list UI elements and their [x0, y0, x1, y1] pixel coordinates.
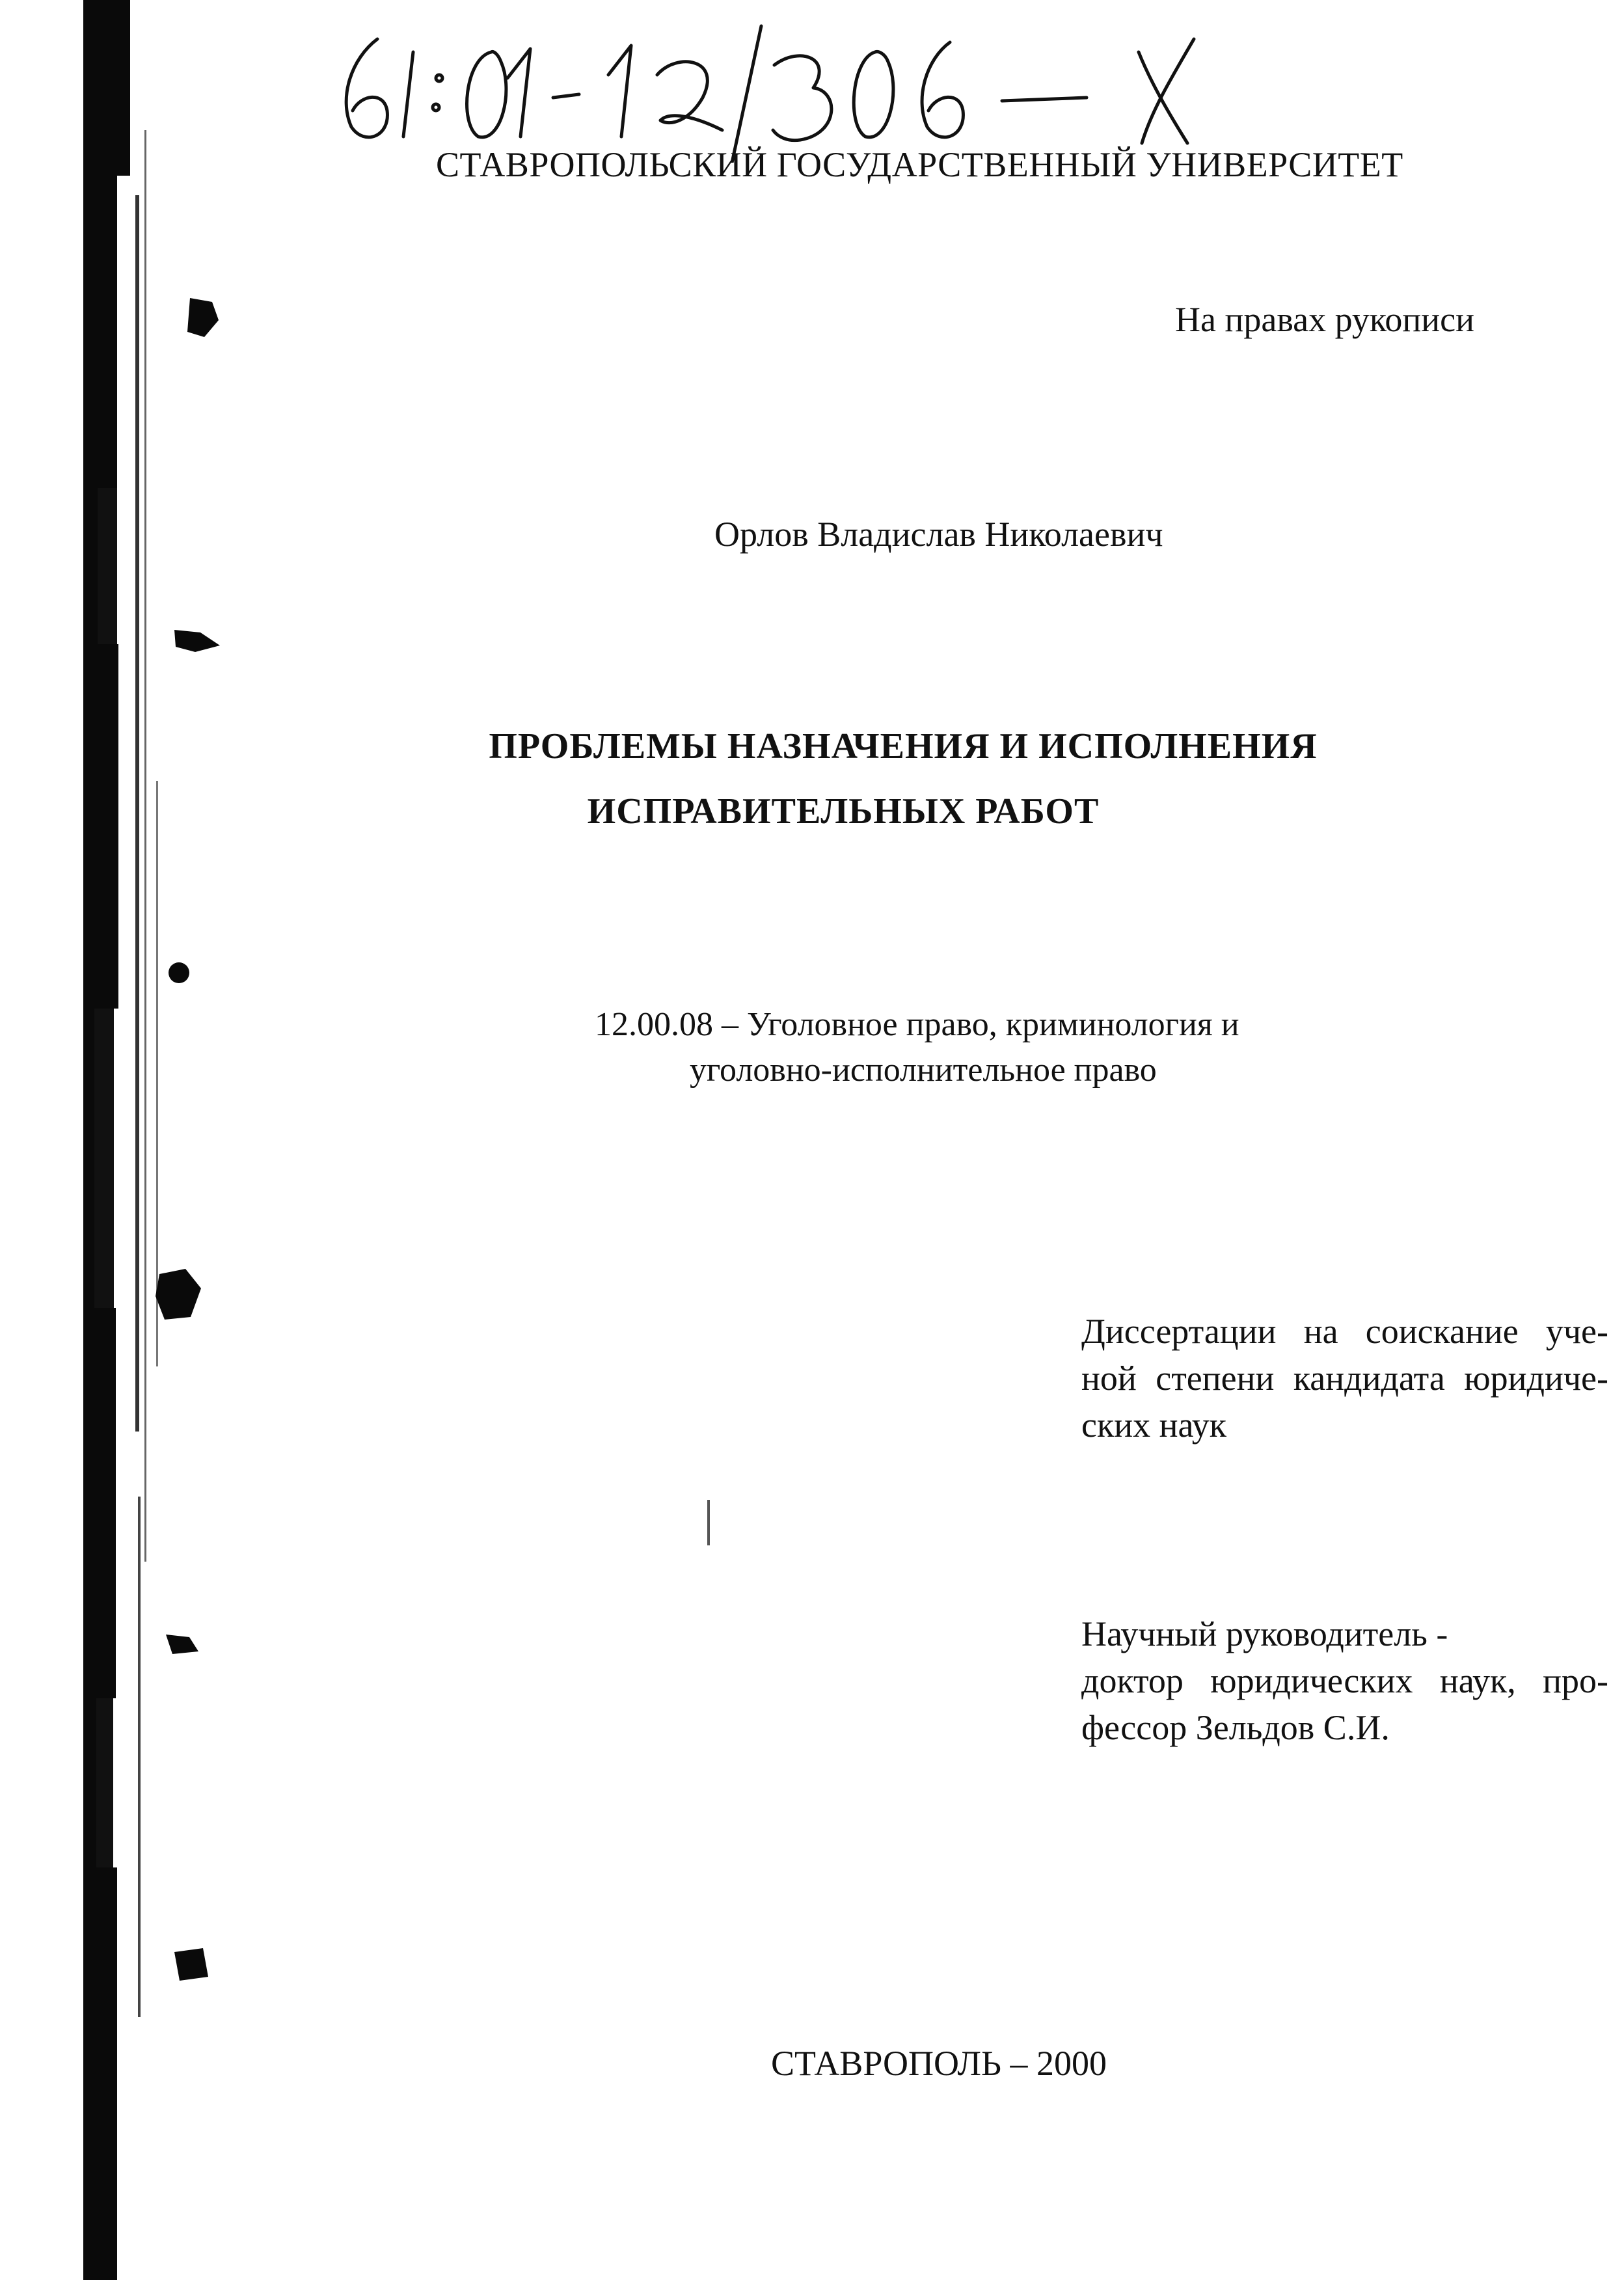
dissertation-word: кандидата [1293, 1359, 1445, 1398]
dissertation-line-3: ских наук [1081, 1405, 1226, 1445]
rights-note: На правах рукописи [1175, 300, 1475, 339]
dissertation-word: уче- [1545, 1312, 1608, 1351]
dissertation-word: соискание [1365, 1312, 1519, 1351]
city-year: СТАВРОПОЛЬ – 2000 [771, 2044, 1107, 2083]
advisor-word: юридических [1210, 1661, 1413, 1700]
scanned-binding-edge [0, 0, 234, 2280]
advisor-line-3: фессор Зельдов С.И. [1081, 1708, 1390, 1747]
scientific-advisor [1081, 1610, 1608, 1751]
author-name: Орлов Владислав Николаевич [714, 515, 1163, 554]
stray-scan-mark [707, 1500, 710, 1545]
dissertation-word: ной [1081, 1359, 1137, 1398]
handwritten-catalogue-number [306, 13, 1360, 163]
dissertation-word: на [1303, 1312, 1338, 1351]
university-name: СТАВРОПОЛЬСКИЙ ГОСУДАРСТВЕННЫЙ УНИВЕРСИТЕТ [436, 145, 1403, 184]
advisor-line-2 [1081, 1657, 1608, 1704]
advisor-word: наук, [1439, 1661, 1516, 1700]
dissertation-word: юридиче- [1464, 1359, 1608, 1398]
dissertation-word: Диссертации [1081, 1312, 1277, 1351]
advisor-word: доктор [1081, 1661, 1184, 1700]
dissertation-line-2 [1081, 1355, 1608, 1402]
dissertation-line-1 [1081, 1308, 1608, 1355]
thesis-title-line-2: ИСПРАВИТЕЛЬНЫХ РАБОТ [587, 791, 1100, 832]
thesis-title-line-1: ПРОБЛЕМЫ НАЗНАЧЕНИЯ И ИСПОЛНЕНИЯ [489, 726, 1318, 767]
specialty-line-2: уголовно-исполнительное право [690, 1052, 1157, 1089]
advisor-line-1: Научный руководитель - [1081, 1614, 1448, 1653]
dissertation-statement [1081, 1308, 1608, 1448]
dissertation-word: степени [1156, 1359, 1275, 1398]
specialty-line-1: 12.00.08 – Уголовное право, криминология и [595, 1006, 1239, 1043]
advisor-word: про- [1543, 1661, 1608, 1700]
